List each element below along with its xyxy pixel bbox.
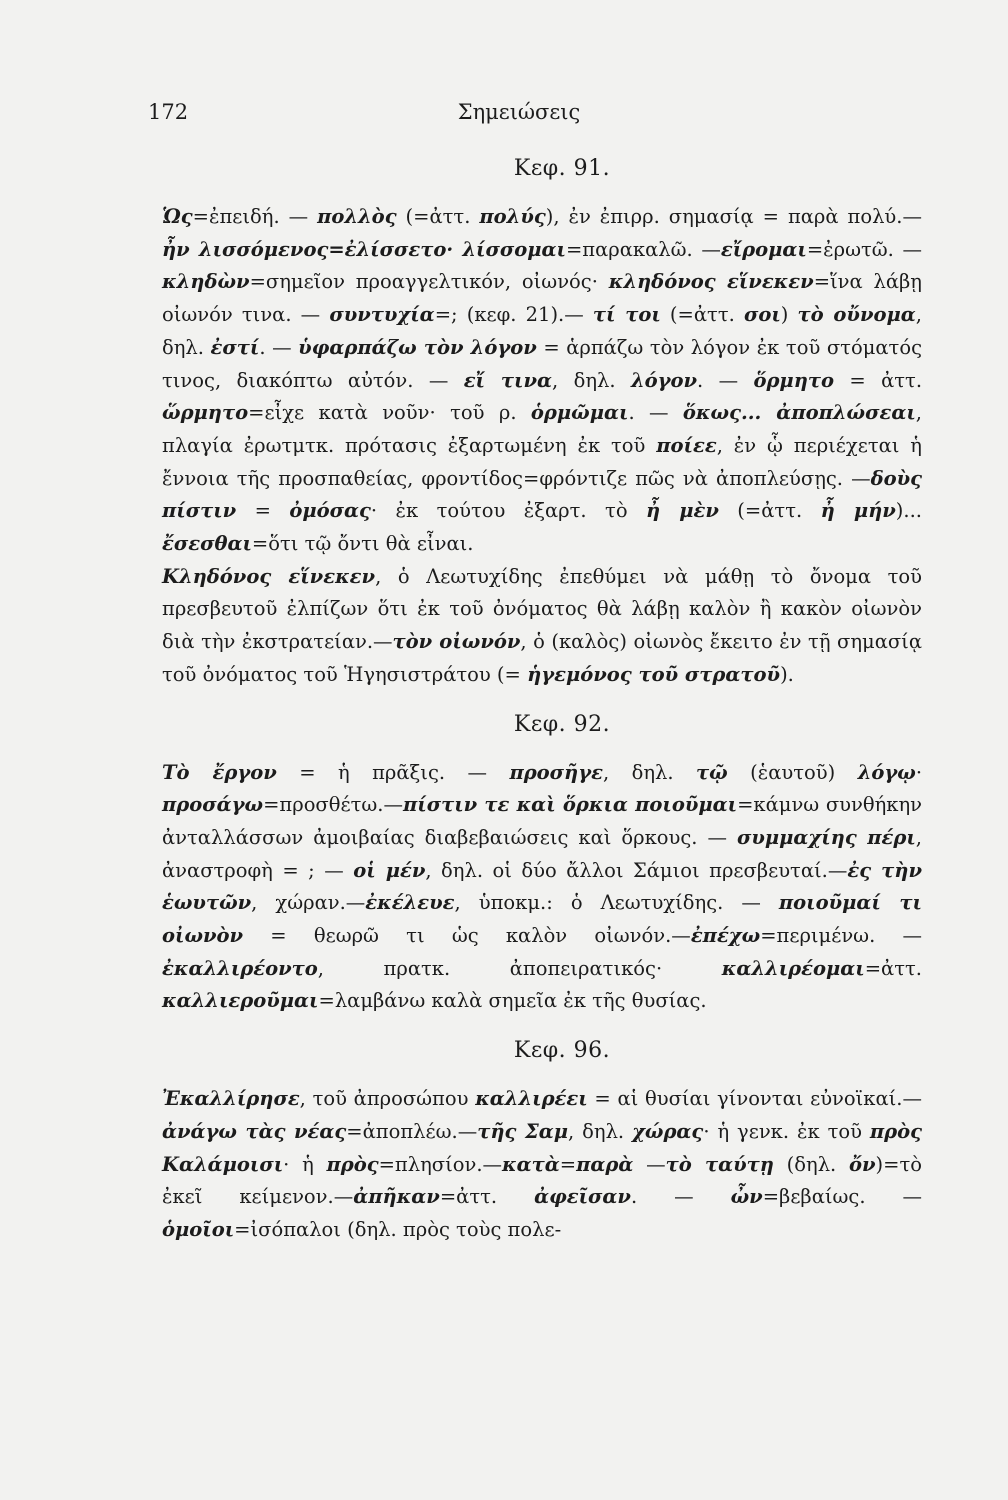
gloss-text: · ἡ γενκ. ἐκ τοῦ bbox=[703, 1119, 870, 1143]
gloss-text: , πρατκ. ἀποπειρατικός· bbox=[317, 956, 722, 980]
gloss-text: =πλησίον.— bbox=[378, 1152, 503, 1176]
notes-body bbox=[162, 150, 922, 1247]
lemma-term: συντυχία bbox=[329, 303, 435, 327]
lemma-term: ἀφεῖσαν bbox=[534, 1185, 631, 1209]
gloss-text: ), ἐν ἐπιρρ. σημασίᾳ = παρὰ πολύ.— bbox=[545, 205, 922, 228]
gloss-text: =ἀποπλέω.— bbox=[346, 1119, 478, 1143]
lemma-term: τῆς Σαμ bbox=[477, 1119, 569, 1143]
gloss-text: , δηλ. bbox=[552, 368, 631, 392]
gloss-text: = θεωρῶ τι ὡς καλὸν οἰωνόν.— bbox=[243, 924, 691, 948]
lemma-term: καλλιρέει bbox=[475, 1087, 588, 1111]
lemma-term: ἐς τὴν ἑωυτῶν bbox=[162, 858, 922, 915]
gloss-text: — bbox=[633, 1152, 666, 1176]
gloss-text: , ἐν ᾧ περιέχεται ἡ ἔννοια τῆς προσπαθείας, φροντίδος=φρόντιζε πῶς νὰ ἀποπλεύσῃς. — bbox=[162, 433, 922, 490]
lemma-term: Κληδόνος εἵνεκεν bbox=[162, 564, 376, 588]
gloss-text: (δηλ. bbox=[773, 1152, 849, 1176]
page-number: 172 bbox=[148, 100, 189, 124]
lemma-term: ἐπέχω bbox=[690, 924, 761, 948]
lemma-term: πολύς bbox=[479, 205, 546, 228]
gloss-text: =ἀττ. bbox=[439, 1185, 535, 1209]
gloss-text: = ἀττ. bbox=[834, 368, 923, 392]
lemma-term: τὸ ταύτῃ bbox=[665, 1152, 774, 1176]
lemma-term: παρὰ bbox=[576, 1152, 634, 1176]
note-paragraph bbox=[162, 201, 922, 561]
gloss-text: , ἀναστροφὴ = ; — bbox=[162, 825, 922, 882]
lemma-term: ἔσεσθαι bbox=[162, 532, 252, 556]
lemma-term: ὥρμητο bbox=[162, 401, 249, 425]
lemma-term: ἐκαλλιρέοντο bbox=[162, 956, 318, 980]
gloss-text: , δηλ. bbox=[602, 760, 697, 784]
lemma-term: Ὡς bbox=[162, 205, 193, 228]
gloss-text: . — bbox=[630, 1185, 731, 1209]
lemma-term: ὄν bbox=[848, 1152, 876, 1176]
lemma-term: ὦν bbox=[730, 1185, 763, 1209]
lemma-term: ὁρμῶμαι bbox=[530, 401, 629, 425]
lemma-term: τὸ οὔνομα bbox=[797, 303, 916, 327]
note-paragraph bbox=[162, 561, 922, 692]
gloss-text: =σημεῖον προαγγελτικόν, οἰωνός· bbox=[249, 270, 609, 294]
gloss-text: =εἶχε κατὰ νοῦν· τοῦ ρ. bbox=[248, 401, 531, 425]
lemma-term: προσῆγε bbox=[509, 760, 603, 784]
gloss-text: = ἁρπάζω τὸν λόγον ἐκ τοῦ στόματός τινος, διακόπτω αὐτόν. — bbox=[162, 335, 922, 392]
lemma-term: ὑφαρπάζω τὸν λόγον bbox=[298, 335, 537, 359]
section-gap bbox=[162, 1018, 922, 1032]
gloss-text: =ἐρωτῶ. — bbox=[806, 237, 922, 261]
gloss-text: , τοῦ ἀπροσώπου bbox=[299, 1087, 476, 1111]
running-head bbox=[0, 100, 1008, 130]
gloss-text: , δηλ. bbox=[162, 303, 922, 359]
lemma-term: εἴρομαι bbox=[720, 237, 807, 261]
lemma-term: λόγον bbox=[630, 368, 698, 392]
gloss-text: =ὅτι τῷ ὄντι θὰ εἶναι. bbox=[251, 532, 474, 556]
note-paragraph bbox=[162, 757, 922, 1019]
gloss-text: , ὁ (καλὸς) οἰωνὸς ἔκειτο ἐν τῇ σημασίᾳ τοῦ ὀνόματος τοῦ Ἡγησιστράτου (= bbox=[162, 630, 922, 686]
lemma-term: Ἐκαλλίρησε bbox=[162, 1087, 300, 1111]
lemma-term: ἦ μὲν bbox=[646, 499, 719, 523]
lemma-term: κληδόνος εἵνεκεν bbox=[608, 270, 814, 294]
lemma-term: χώρας bbox=[632, 1119, 704, 1143]
lemma-term: λόγῳ bbox=[857, 760, 916, 784]
lemma-term: κληδὼν bbox=[162, 270, 250, 294]
lemma-term: κατὰ bbox=[502, 1152, 560, 1176]
gloss-text: =βεβαίως. — bbox=[762, 1185, 922, 1209]
gloss-text: =; (κεφ. 21).— bbox=[434, 303, 593, 327]
lemma-term: Τὸ ἔργον bbox=[162, 760, 277, 784]
gloss-text: =παρακαλῶ. — bbox=[565, 237, 721, 261]
lemma-term: ὅκως... ἀποπλώσεαι bbox=[682, 401, 916, 425]
gloss-text: =ἐπειδή. — bbox=[192, 205, 318, 228]
lemma-term: ἐκέλευε bbox=[365, 891, 455, 915]
gloss-text: )... bbox=[895, 499, 922, 523]
lemma-term: ὀμόσας bbox=[289, 499, 371, 523]
gloss-text: , ὁ Λεωτυχίδης ἐπεθύμει νὰ μάθῃ τὸ ὄνομα τοῦ πρεσβευτοῦ ἐλπίζων ὅτι ἐκ τοῦ ὀνόματος θὰ λάβῃ καλὸν ἢ κακὸν οἰωνὸν διὰ τὴν ἐκστρατείαν.— bbox=[162, 564, 922, 654]
running-title: Σημειώσεις bbox=[457, 100, 581, 124]
lemma-term: εἴ τινα bbox=[463, 368, 553, 392]
lemma-term: προσάγω bbox=[162, 793, 264, 817]
gloss-text: (ἑαυτοῦ) bbox=[727, 760, 858, 784]
gloss-text: = ἡ πρᾶξις. — bbox=[276, 760, 510, 784]
lemma-term: ὁμοῖοι bbox=[162, 1217, 235, 1241]
gloss-text: ). bbox=[780, 662, 794, 686]
gloss-text: ) bbox=[780, 303, 798, 327]
gloss-text: = αἱ θυσίαι γίνονται εὐνοϊκαί.— bbox=[587, 1087, 922, 1111]
gloss-text: =κάμνω συνθήκην ἀνταλλάσσων ἀμοιβαίας διαβεβαιώσεις καὶ ὅρκους. — bbox=[162, 793, 922, 849]
lemma-term: σοι bbox=[743, 303, 781, 327]
lemma-term: τί τοι bbox=[592, 303, 661, 327]
gloss-text: , πλαγία ἐρωτμτκ. πρότασις ἐξαρτωμένη ἐκ τοῦ bbox=[162, 401, 922, 457]
gloss-text: · bbox=[915, 760, 923, 784]
gloss-text: . — bbox=[697, 368, 754, 392]
lemma-term: ἐστί bbox=[210, 335, 260, 359]
lemma-term: ὅρμητο bbox=[753, 368, 835, 392]
gloss-text: . — bbox=[259, 335, 299, 359]
lemma-term: ἦν λισσόμενος=ἐλίσσετο· λίσσομαι bbox=[162, 237, 566, 261]
note-paragraph bbox=[162, 1083, 922, 1247]
lemma-term: ἡγεμόνος τοῦ στρατοῦ bbox=[527, 662, 781, 686]
gloss-text: (=ἀττ. bbox=[660, 303, 744, 327]
gloss-text: = bbox=[236, 499, 290, 523]
lemma-term: πρὸς bbox=[326, 1152, 379, 1176]
lemma-term: ἀπῆκαν bbox=[353, 1185, 440, 1209]
lemma-term: καλλιεροῦμαι bbox=[162, 989, 319, 1013]
lemma-term: τὸν οἰωνόν bbox=[392, 630, 521, 654]
chapter-heading: Κεφ. 92. bbox=[513, 711, 611, 737]
lemma-term: ποίεε bbox=[656, 433, 717, 457]
gloss-text: · ἡ bbox=[283, 1152, 327, 1176]
chapter-heading: Κεφ. 91. bbox=[513, 156, 611, 181]
gloss-text: =περιμένω. — bbox=[760, 924, 922, 948]
gloss-text: =ἰσόπαλοι (δηλ. πρὸς τοὺς πολε- bbox=[234, 1217, 562, 1241]
gloss-text: =λαμβάνω καλὰ σημεῖα ἐκ τῆς θυσίας. bbox=[318, 989, 707, 1013]
lemma-term: πρὸς Καλάμοισι bbox=[162, 1119, 923, 1176]
gloss-text: , δηλ. bbox=[568, 1119, 633, 1143]
gloss-text: · ἐκ τούτου ἐξαρτ. τὸ bbox=[370, 499, 647, 523]
gloss-text: =ἵνα λάβῃ οἰωνόν τινα. — bbox=[162, 270, 922, 327]
lemma-term: καλλιρέομαι bbox=[721, 956, 865, 980]
lemma-term: πίστιν τε καὶ ὅρκια ποιοῦμαι bbox=[402, 793, 738, 817]
gloss-text: =ἀττ. bbox=[864, 956, 922, 980]
lemma-term: πολλὸς bbox=[317, 205, 397, 228]
gloss-text: )=τὸ ἐκεῖ κείμενον.— bbox=[162, 1152, 922, 1209]
lemma-term: ἀνάγω τὰς νέας bbox=[162, 1119, 347, 1143]
lemma-term: δοὺς πίστιν bbox=[162, 466, 922, 523]
gloss-text: (=ἀττ. bbox=[396, 205, 480, 228]
lemma-term: τῷ bbox=[696, 760, 728, 784]
gloss-text: , δηλ. οἱ δύο ἄλλοι Σάμιοι πρεσβευταί.— bbox=[425, 858, 848, 882]
chapter-heading: Κεφ. 96. bbox=[513, 1038, 611, 1064]
gloss-text: , ὑποκμ.: ὁ Λεωτυχίδης. — bbox=[454, 891, 779, 915]
gloss-text: (=ἀττ. bbox=[718, 499, 821, 523]
lemma-term: ἦ μήν bbox=[820, 499, 896, 523]
gloss-text: . — bbox=[628, 401, 683, 425]
gloss-text: , χώραν.— bbox=[251, 891, 366, 915]
gloss-text: = bbox=[559, 1152, 577, 1176]
gloss-text: =προσθέτω.— bbox=[263, 793, 403, 817]
lemma-term: ποιοῦμαί τι οἰωνὸν bbox=[162, 891, 922, 948]
lemma-term: οἱ μέν bbox=[353, 858, 426, 882]
section-gap bbox=[162, 692, 922, 706]
lemma-term: συμμαχίης πέρι bbox=[736, 825, 916, 849]
